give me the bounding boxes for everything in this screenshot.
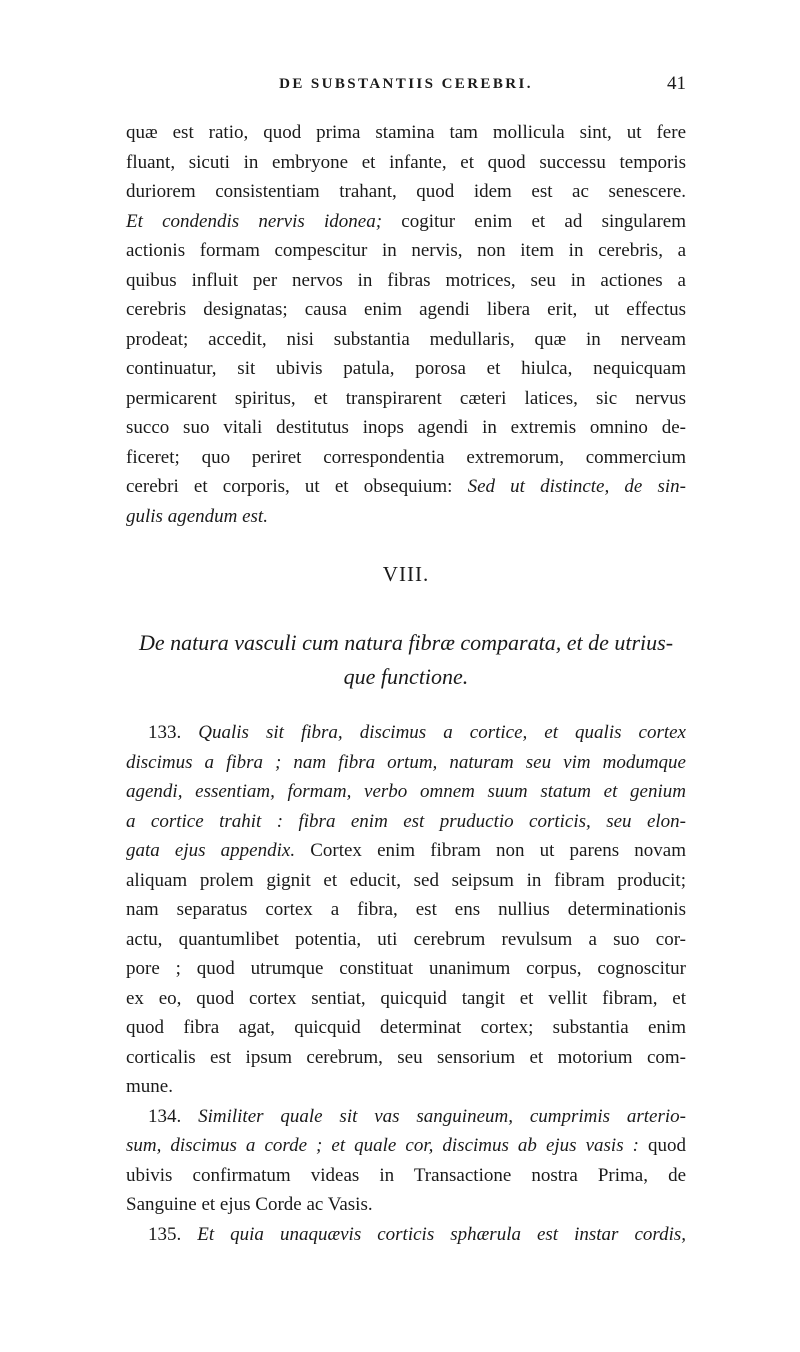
text-line: actu, quantumlibet potentia, uti cerebrum revulsum a suo cor-	[126, 928, 686, 950]
text-line: actionis formam compescitur in nervis, non item in cerebris, a	[126, 240, 686, 261]
text-run: Cortex enim fibram non ut parens novam	[295, 840, 687, 861]
text-line: corticalis est ipsum cerebrum, seu sensorium et motorium com-	[126, 1046, 686, 1068]
text-line	[126, 207, 686, 237]
text-line: ficeret; quo periret correspondentia extremorum, commercium	[126, 446, 686, 468]
italic-phrase: Et quia unaquævis corticis sphærula est instar cordis,	[181, 1223, 686, 1245]
text-line: ex eo, quod cortex sentiat, quicquid tangit et vellit fibram, et	[126, 987, 686, 1009]
text-line: cerebris designatas; causa enim agendi libera erit, ut effectus	[126, 299, 686, 320]
page-number: 41	[667, 73, 686, 94]
text-line	[126, 836, 686, 866]
text-line: quibus influit per nervos in fibras motrices, seu in actiones a	[126, 269, 686, 291]
section-title	[126, 626, 686, 694]
section-title-line: De natura vasculi cum natura fibræ comparata, et de utrius-	[138, 630, 674, 655]
text-line: ubivis confirmatum videas in Transactione nostra Prima, de	[126, 1164, 686, 1186]
running-head: DE SUBSTANTIIS CEREBRI.	[279, 76, 533, 92]
text-line	[126, 807, 686, 837]
paragraph-continuation	[126, 118, 686, 531]
text-line: mune.	[126, 1076, 173, 1097]
paragraphs-main	[126, 718, 686, 1249]
text-line: nam separatus cortex a fibra, est ens nullius determinationis	[126, 899, 686, 920]
text-line	[126, 718, 686, 748]
text-line: quod fibra agat, quicquid determinat cortex; substantia enim	[126, 1017, 686, 1038]
text-line	[126, 777, 686, 807]
italic-phrase: a cortice trahit : fibra enim est pruductio corticis, seu elon-	[126, 810, 686, 832]
text-line: aliquam prolem gignit et educit, sed seipsum in fibram producit;	[126, 869, 686, 891]
text-line: continuatur, sit ubivis patula, porosa et hiulca, nequicquam	[126, 358, 686, 379]
text-line: fluant, sicuti in embryone et infante, et quod successu temporis	[126, 151, 686, 173]
paragraph-number: 134.	[148, 1105, 182, 1127]
text-run: cogitur enim et ad singularem	[382, 210, 686, 232]
italic-phrase: sum, discimus a corde ; et quale cor, discimus ab ejus vasis :	[126, 1135, 639, 1156]
page-header	[126, 73, 686, 106]
text-line: prodeat; accedit, nisi substantia medullaris, quæ in nerveam	[126, 328, 686, 350]
text-line	[126, 1102, 686, 1132]
italic-phrase: gata ejus appendix.	[126, 840, 296, 861]
text-line	[126, 1131, 686, 1161]
italic-phrase: agendi, essentiam, formam, verbo omnem suum statum et genium	[126, 781, 686, 802]
text-line	[126, 1220, 686, 1250]
paragraph-number: 135.	[148, 1223, 182, 1245]
paragraph-number: 133.	[148, 722, 182, 743]
text-run: quod	[638, 1135, 687, 1156]
italic-phrase: Et condendis nervis idonea;	[126, 210, 383, 232]
text-line	[126, 472, 686, 502]
italic-phrase: Qualis sit fibra, discimus a cortice, et qualis cortex	[181, 722, 686, 743]
italic-phrase: Similiter quale sit vas sanguineum, cumprimis arterio-	[181, 1105, 686, 1127]
section-title-line: que functione.	[343, 664, 469, 689]
italic-phrase: discimus a fibra ; nam fibra ortum, naturam seu vim modumque	[126, 751, 686, 773]
text-line: permicarent spiritus, et transpirarent cæteri latices, sic nervus	[126, 387, 686, 409]
text-line	[126, 502, 686, 532]
section-number: VIII.	[382, 562, 430, 586]
text-line: pore ; quod utrumque constituat unanimum corpus, cognoscitur	[126, 958, 686, 979]
text-line: quæ est ratio, quod prima stamina tam mollicula sint, ut fere	[126, 122, 686, 143]
italic-phrase: gulis agendum est.	[126, 505, 268, 527]
text-line: duriorem consistentiam trahant, quod idem est ac senescere.	[126, 181, 686, 202]
italic-phrase: Sed ut distincte, de sin-	[467, 476, 686, 497]
text-line: Sanguine et ejus Corde ac Vasis.	[126, 1194, 373, 1215]
text-line	[126, 748, 686, 778]
text-line: succo suo vitali destitutus inops agendi in extremis omnino de-	[126, 417, 686, 438]
text-run: cerebri et corporis, ut et obsequium:	[126, 476, 468, 497]
